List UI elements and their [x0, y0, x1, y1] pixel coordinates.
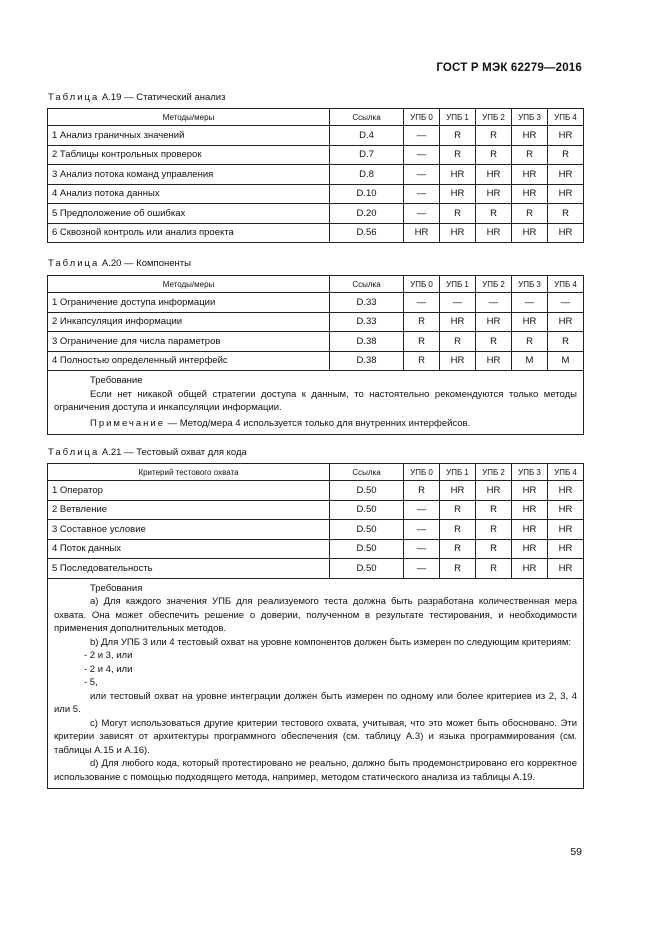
table-row	[48, 559, 584, 579]
row-label: 4 Полностью определенный интерфейс	[48, 351, 330, 371]
row-rating: HR	[548, 559, 584, 579]
row-rating: R	[512, 332, 548, 352]
table-header-row	[48, 464, 584, 481]
row-rating: HR	[512, 223, 548, 243]
row-label: 4 Поток данных	[48, 539, 330, 559]
row-rating: HR	[512, 312, 548, 332]
header-upb0: УПБ 0	[404, 109, 440, 126]
table-row	[48, 223, 584, 243]
table-header-row	[48, 109, 584, 126]
row-rating: —	[404, 204, 440, 224]
row-rating: R	[404, 481, 440, 501]
table-row	[48, 539, 584, 559]
header-upb4: УПБ 4	[548, 109, 584, 126]
row-reference: D.38	[330, 351, 404, 371]
row-rating: —	[404, 145, 440, 165]
row-rating: HR	[548, 165, 584, 185]
row-rating: R	[440, 539, 476, 559]
table-a21-notes-row	[48, 578, 584, 789]
requirement-c: с) Могут использоваться другие критерии тестового охвата, учитывая, что это может быть обосновано. Эти критерии зависят от архитектуры программного обеспечения (см. таблицу А.3) и языка программирования (см. таблицы А.15 и А.16).	[54, 717, 577, 756]
row-label: 1 Ограничение доступа информации	[48, 293, 330, 313]
row-rating: HR	[548, 481, 584, 501]
row-rating: HR	[404, 223, 440, 243]
table-a21	[47, 463, 584, 789]
table-a20-notes	[48, 371, 584, 435]
row-rating: R	[548, 332, 584, 352]
table-row	[48, 332, 584, 352]
row-label: 1 Оператор	[48, 481, 330, 501]
header-upb4: УПБ 4	[548, 464, 584, 481]
row-label: 5 Последовательность	[48, 559, 330, 579]
requirement-b-item: - 2 и 4, или	[84, 663, 133, 675]
row-rating: R	[440, 145, 476, 165]
row-rating: HR	[476, 184, 512, 204]
row-rating: R	[512, 204, 548, 224]
table-row	[48, 126, 584, 146]
header-upb2: УПБ 2	[476, 276, 512, 293]
row-reference: D.38	[330, 332, 404, 352]
row-rating: HR	[512, 165, 548, 185]
row-rating: R	[548, 145, 584, 165]
table-a21-notes	[48, 578, 584, 789]
row-rating: R	[404, 332, 440, 352]
header-upb3: УПБ 3	[512, 276, 548, 293]
row-rating: HR	[440, 184, 476, 204]
row-rating: R	[548, 204, 584, 224]
requirement-title: Требование	[90, 375, 143, 386]
row-rating: HR	[512, 126, 548, 146]
row-rating: R	[440, 332, 476, 352]
row-rating: R	[476, 204, 512, 224]
row-rating: —	[404, 184, 440, 204]
row-label: 3 Анализ потока команд управления	[48, 165, 330, 185]
row-rating: HR	[476, 351, 512, 371]
row-label: 6 Сквозной контроль или анализ проекта	[48, 223, 330, 243]
table-a19-caption: Таблица А.19 — Статический анализ	[48, 92, 226, 103]
header-ref: Ссылка	[330, 276, 404, 293]
row-rating: HR	[440, 312, 476, 332]
table-row	[48, 351, 584, 371]
header-upb4: УПБ 4	[548, 276, 584, 293]
row-label: 3 Ограничение для числа параметров	[48, 332, 330, 352]
header-ref: Ссылка	[330, 464, 404, 481]
requirement-b: b) Для УПБ 3 или 4 тестовый охват на уровне компонентов должен быть измерен по следующим критериям:	[90, 636, 572, 648]
row-rating: HR	[512, 481, 548, 501]
row-reference: D.20	[330, 204, 404, 224]
row-rating: HR	[548, 539, 584, 559]
requirement-d: d) Для любого кода, который протестировано не реально, должно быть продемонстрировано его корректное использование с помощью подходящего метода, например, методом статического анализа из таблицы А.19.	[54, 758, 577, 783]
row-reference: D.50	[330, 500, 404, 520]
row-rating: R	[440, 126, 476, 146]
row-rating: R	[404, 351, 440, 371]
row-reference: D.10	[330, 184, 404, 204]
row-reference: D.33	[330, 312, 404, 332]
table-a20	[47, 275, 584, 435]
row-rating: —	[404, 293, 440, 313]
table-row	[48, 184, 584, 204]
row-label: 5 Предположение об ошибках	[48, 204, 330, 224]
row-reference: D.8	[330, 165, 404, 185]
row-rating: M	[548, 351, 584, 371]
row-rating: HR	[512, 539, 548, 559]
header-upb0: УПБ 0	[404, 276, 440, 293]
page-number: 59	[570, 846, 582, 858]
row-label: 2 Таблицы контрольных проверок	[48, 145, 330, 165]
row-rating: R	[476, 145, 512, 165]
header-methods: Методы/меры	[48, 276, 330, 293]
header-upb1: УПБ 1	[440, 109, 476, 126]
row-rating: —	[404, 126, 440, 146]
header-upb2: УПБ 2	[476, 464, 512, 481]
row-rating: R	[440, 559, 476, 579]
row-rating: HR	[440, 165, 476, 185]
row-rating: HR	[512, 184, 548, 204]
table-row	[48, 520, 584, 540]
row-rating: HR	[476, 165, 512, 185]
row-rating: —	[440, 293, 476, 313]
table-a21-caption: Таблица А.21 — Тестовый охват для кода	[48, 447, 247, 458]
row-rating: R	[476, 520, 512, 540]
row-rating: R	[404, 312, 440, 332]
row-rating: —	[404, 520, 440, 540]
requirement-b-tail: или тестовый охват на уровне интеграции должен быть измерен по одному или более критериев из 2, 3, 4 или 5.	[54, 690, 577, 715]
header-ref: Ссылка	[330, 109, 404, 126]
row-reference: D.56	[330, 223, 404, 243]
row-rating: HR	[512, 500, 548, 520]
row-rating: —	[404, 539, 440, 559]
header-upb3: УПБ 3	[512, 109, 548, 126]
row-label: 2 Инкапсуляция информации	[48, 312, 330, 332]
table-a19	[47, 108, 584, 243]
row-rating: R	[476, 126, 512, 146]
requirement-b-item: - 5,	[84, 677, 98, 688]
row-rating: R	[476, 332, 512, 352]
row-rating: —	[548, 293, 584, 313]
row-rating: R	[476, 559, 512, 579]
row-rating: R	[440, 204, 476, 224]
requirement-text: Если нет никакой общей стратегии доступа к данным, то настоятельно рекомендуются только методы ограничения доступа и инкапсуляции информации.	[54, 388, 577, 413]
header-upb1: УПБ 1	[440, 464, 476, 481]
row-rating: HR	[476, 481, 512, 501]
row-rating: HR	[548, 184, 584, 204]
row-rating: —	[404, 165, 440, 185]
row-rating: HR	[476, 223, 512, 243]
note-text: Примечание — Метод/мера 4 используется только для внутренних интерфейсов.	[90, 417, 471, 429]
row-reference: D.33	[330, 293, 404, 313]
table-row	[48, 293, 584, 313]
row-rating: R	[476, 539, 512, 559]
table-header-row	[48, 276, 584, 293]
table-row	[48, 204, 584, 224]
header-criterion: Критерий тестового охвата	[48, 464, 330, 481]
row-label: 4 Анализ потока данных	[48, 184, 330, 204]
row-rating: —	[404, 559, 440, 579]
row-rating: HR	[440, 351, 476, 371]
row-rating: HR	[440, 481, 476, 501]
document-standard-header: ГОСТ Р МЭК 62279—2016	[436, 62, 582, 74]
row-rating: HR	[548, 126, 584, 146]
row-rating: HR	[548, 520, 584, 540]
requirement-a: а) Для каждого значения УПБ для реализуемого теста должна быть разработана количественная мера охвата. Она может обеспечить решение о доверии, полученном в результате тестирования, и необходимости применения дополнительных методов.	[54, 596, 577, 634]
row-reference: D.50	[330, 481, 404, 501]
row-rating: HR	[440, 223, 476, 243]
table-row	[48, 145, 584, 165]
row-label: 3 Составное условие	[48, 520, 330, 540]
row-rating: HR	[548, 312, 584, 332]
table-a20-caption: Таблица А.20 — Компоненты	[48, 258, 191, 269]
header-methods: Методы/меры	[48, 109, 330, 126]
requirements-title: Требования	[90, 582, 143, 594]
header-upb3: УПБ 3	[512, 464, 548, 481]
header-upb0: УПБ 0	[404, 464, 440, 481]
row-reference: D.7	[330, 145, 404, 165]
header-upb1: УПБ 1	[440, 276, 476, 293]
row-rating: —	[512, 293, 548, 313]
row-rating: —	[476, 293, 512, 313]
row-reference: D.4	[330, 126, 404, 146]
row-rating: R	[440, 520, 476, 540]
row-rating: —	[404, 500, 440, 520]
row-rating: R	[440, 500, 476, 520]
row-rating: R	[476, 500, 512, 520]
table-row	[48, 165, 584, 185]
row-rating: M	[512, 351, 548, 371]
row-reference: D.50	[330, 539, 404, 559]
table-a20-notes-row	[48, 371, 584, 435]
row-rating: HR	[512, 559, 548, 579]
row-rating: HR	[548, 500, 584, 520]
row-label: 2 Ветвление	[48, 500, 330, 520]
row-label: 1 Анализ граничных значений	[48, 126, 330, 146]
header-upb2: УПБ 2	[476, 109, 512, 126]
row-rating: R	[512, 145, 548, 165]
row-rating: HR	[476, 312, 512, 332]
table-row	[48, 312, 584, 332]
row-reference: D.50	[330, 520, 404, 540]
table-row	[48, 500, 584, 520]
row-reference: D.50	[330, 559, 404, 579]
row-rating: HR	[548, 223, 584, 243]
requirement-b-item: - 2 и 3, или	[84, 650, 133, 661]
table-row	[48, 481, 584, 501]
row-rating: HR	[512, 520, 548, 540]
